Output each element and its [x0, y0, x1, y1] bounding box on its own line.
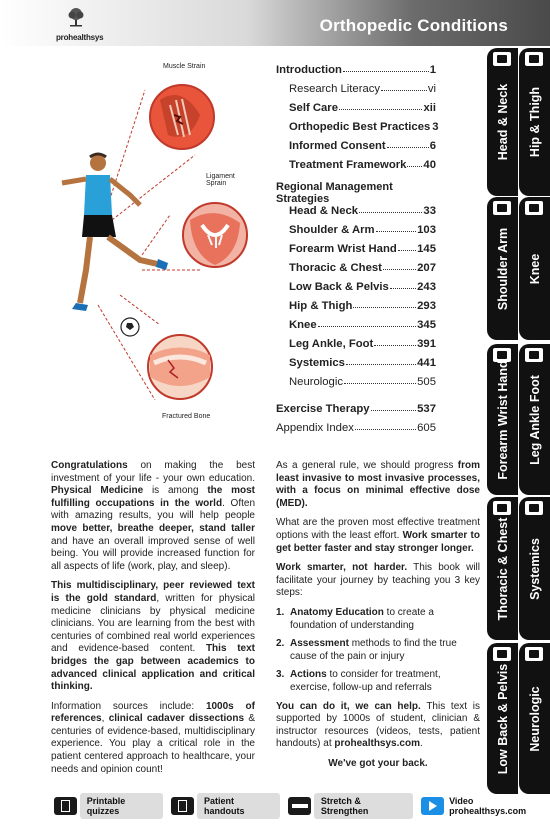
- toc-entry-page: 605: [417, 422, 436, 434]
- toc-leader-dots: [387, 147, 429, 148]
- tab-label: Head & Neck: [495, 83, 510, 161]
- toc-leader-dots: [359, 212, 422, 213]
- region-thumbnail-icon: [525, 201, 543, 215]
- text-segment: This book will facilitate your journey by teaching you 3 key steps:: [276, 562, 480, 599]
- text-segment: ,: [101, 713, 109, 725]
- text-segment: Work smarter, not harder.: [276, 562, 408, 574]
- text-segment: prohealthsys.com: [334, 738, 420, 750]
- toc-leader-dots: [343, 71, 429, 72]
- tab-systemics[interactable]: [519, 497, 550, 640]
- tab-label: Knee: [527, 253, 542, 284]
- toc-entry-page: 207: [417, 262, 436, 274]
- region-thumbnail-icon: [525, 501, 543, 515]
- tab-label: Leg Ankle Foot: [527, 374, 542, 465]
- toc-leader-dots: [398, 250, 416, 251]
- text-segment: & centuries of evidence-based, multidisciplinary experience. You play a critical role in the patient centered approach to healthcare, your needs and opinion count!: [51, 713, 256, 775]
- dumbbell-icon: [288, 797, 311, 815]
- toc-leader-dots: [318, 326, 417, 327]
- intro-paragraph-2: [51, 580, 255, 693]
- tab-head-neck[interactable]: [487, 48, 518, 196]
- text-segment: on making the best investment of your life - your own education.: [51, 460, 255, 484]
- toc-entry-page: 33: [423, 205, 436, 217]
- text-segment: What are the proven most effective treatment options with the least effort.: [276, 517, 480, 541]
- muscle-strain-circle: [150, 85, 214, 149]
- toc-entry-title: Self Care: [289, 102, 338, 114]
- toc-entry-title: Hip & Thigh: [289, 300, 353, 312]
- toc-entry-title: Knee: [289, 319, 317, 331]
- injury-illustration: [50, 55, 250, 425]
- toc-entry-page: 441: [417, 357, 436, 369]
- toc-regional-entry[interactable]: [276, 217, 436, 236]
- toc-end-section: [276, 396, 436, 434]
- toc-entry-title: Orthopedic Best Practices: [289, 121, 431, 133]
- toc-regional-entry[interactable]: [276, 312, 436, 331]
- toc-entry-title: Shoulder & Arm: [289, 224, 375, 236]
- table-of-contents: [276, 57, 439, 434]
- tab-label: Neurologic: [527, 685, 542, 752]
- toc-regional-heading: Regional Management Strategies: [276, 181, 393, 205]
- toc-intro-entry[interactable]: [276, 114, 439, 133]
- closing-line: We've got your back.: [328, 757, 428, 769]
- toc-entry-page: 103: [417, 224, 436, 236]
- region-thumbnail-icon: [493, 201, 511, 215]
- toc-entry-title: Introduction: [276, 64, 342, 76]
- toc-entry-title: Research Literacy: [289, 83, 381, 95]
- support-paragraph: [276, 701, 480, 751]
- toc-intro-entry[interactable]: [276, 95, 436, 114]
- intro-column-left: [51, 460, 255, 783]
- step-description: to consider for treatment, exercise, follow-up and referrals: [290, 669, 441, 693]
- toc-entry-page: 293: [417, 300, 436, 312]
- region-thumbnail-icon: [525, 348, 543, 362]
- page-title: Orthopedic Conditions: [319, 16, 508, 35]
- toc-regional-entry[interactable]: [276, 236, 436, 255]
- text-segment: . Often with amazing results, you will help people: [51, 497, 255, 522]
- tab-hip-thigh[interactable]: [519, 48, 550, 196]
- toc-leader-dots: [353, 307, 416, 308]
- tab-label: Low Back & Pelvis: [495, 663, 510, 774]
- toc-entry-title: Exercise Therapy: [276, 403, 370, 415]
- options-paragraph: [276, 517, 480, 555]
- list-item: [276, 669, 480, 694]
- toc-entry-title: Thoracic & Chest: [289, 262, 382, 274]
- footer-link-printable-quizzes[interactable]: [54, 797, 163, 815]
- ligament-sprain-label: Ligament Sprain: [206, 173, 235, 187]
- toc-end-entry[interactable]: [276, 415, 436, 434]
- logo-text: prohealthsys: [56, 33, 104, 42]
- footer-link-label: Patient handouts: [197, 793, 280, 819]
- toc-leader-dots: [339, 109, 422, 110]
- text-segment: Information sources include:: [51, 700, 206, 712]
- toc-leader-dots: [383, 269, 416, 270]
- toc-entry-page: vi: [427, 83, 436, 95]
- footer-link-label: Stretch & Strengthen: [314, 793, 413, 819]
- toc-intro-section: [276, 57, 439, 171]
- brand-logo: [56, 6, 104, 42]
- list-item: [276, 607, 480, 632]
- fractured-bone-label: Fractured Bone: [162, 413, 211, 420]
- text-segment: clinical cadaver dissections: [108, 713, 245, 725]
- toc-entry-page: 3: [432, 121, 439, 133]
- page-header: [0, 0, 550, 46]
- toc-entry-title: Head & Neck: [289, 205, 359, 217]
- tab-label: Forearm Wrist Hand: [495, 359, 510, 480]
- toc-entry-title: Appendix Index: [276, 422, 354, 434]
- tab-forearm-wrist-hand[interactable]: [487, 344, 518, 495]
- step-number: 1.: [276, 606, 285, 618]
- step-text: [290, 669, 480, 694]
- key-steps-list: [276, 607, 480, 695]
- toc-entry-page: 505: [417, 376, 436, 388]
- text-segment: Work smarter to get better faster and stay stronger longer.: [276, 529, 480, 554]
- toc-regional-entry[interactable]: [276, 369, 436, 388]
- toc-entry-page: 345: [417, 319, 436, 331]
- region-thumbnail-icon: [493, 647, 511, 661]
- step-description: methods to find the true cause of the pain or injury: [290, 638, 457, 662]
- toc-entry-title: Informed Consent: [289, 140, 386, 152]
- toc-entry-page: 6: [429, 140, 436, 152]
- tab-leg-ankle-foot[interactable]: [519, 344, 550, 495]
- toc-leader-dots: [344, 383, 416, 384]
- toc-entry-page: 1: [429, 64, 436, 76]
- muscle-strain-label: Muscle Strain: [163, 63, 206, 70]
- intro-column-right: [276, 460, 480, 777]
- toc-leader-dots: [346, 364, 416, 365]
- text-segment: is among: [143, 485, 208, 497]
- soccer-ball: [121, 318, 139, 336]
- toc-leader-dots: [376, 231, 417, 232]
- intro-paragraph-1: [51, 460, 255, 573]
- region-thumbnail-icon: [525, 647, 543, 661]
- tab-label: Shoulder Arm: [495, 227, 510, 310]
- resource-footer: [54, 797, 550, 815]
- footer-link-label: Printable quizzes: [80, 793, 164, 819]
- text-segment: This multidisciplinary, peer reviewed text is the gold standard: [51, 580, 255, 604]
- tab-thoracic-chest[interactable]: [487, 497, 518, 640]
- quiz-icon: [54, 797, 77, 815]
- step-heading: Anatomy Education: [290, 606, 384, 618]
- tab-label: Thoracic & Chest: [495, 517, 510, 620]
- toc-intro-entry[interactable]: [276, 57, 436, 76]
- step-text: [290, 607, 480, 632]
- steps-intro-paragraph: [276, 562, 480, 600]
- toc-entry-title: Leg Ankle, Foot: [289, 338, 374, 350]
- toc-entry-page: 40: [423, 159, 436, 171]
- text-segment: the most fulfilling occupations in the world: [51, 485, 255, 509]
- toc-entry-title: Systemics: [289, 357, 345, 369]
- handout-icon: [171, 797, 194, 815]
- toc-end-entry[interactable]: [276, 396, 436, 415]
- text-segment: This text bridges the gap between academics to advanced clinical application and critical thinking.: [51, 643, 255, 693]
- toc-intro-entry[interactable]: [276, 152, 436, 171]
- toc-entry-page: 537: [417, 403, 436, 415]
- text-segment: 1000s of references: [51, 700, 255, 725]
- intro-paragraph-3: [51, 701, 255, 777]
- toc-entry-page: 145: [417, 243, 436, 255]
- toc-leader-dots: [355, 429, 416, 430]
- tab-knee[interactable]: [519, 197, 550, 340]
- footer-link-label: Video prohealthsys.com: [449, 796, 527, 816]
- text-segment: Congratulations: [51, 460, 128, 471]
- toc-entry-title: Treatment Framework: [289, 159, 407, 171]
- soccer-player-figure: [50, 55, 250, 425]
- step-heading: Assessment: [290, 638, 349, 650]
- toc-entry-title: Neurologic: [289, 376, 344, 388]
- text-segment: This text is supported by 1000s of student, clinician & instructor resources (videos, tests, patient handouts) at: [276, 700, 481, 750]
- toc-leader-dots: [371, 410, 417, 411]
- text-segment: As a general rule, we should progress: [276, 460, 458, 471]
- toc-regional-entry[interactable]: [276, 274, 436, 293]
- toc-regional-entry[interactable]: [276, 255, 436, 274]
- text-segment: Physical Medicine: [51, 485, 144, 497]
- text-segment: , written for physical medicine clinicians by physical medicine clinicians. You are learning from the best with centuries of combined real world experiences and evidence-based content.: [51, 592, 255, 655]
- tree-logo-icon: [65, 6, 87, 28]
- toc-regional-entry[interactable]: [276, 350, 436, 369]
- toc-entry-page: xii: [423, 102, 436, 114]
- step-number: 2.: [276, 638, 285, 650]
- footer-link-stretch-strengthen[interactable]: [288, 797, 413, 815]
- player-body: [62, 154, 168, 311]
- toc-leader-dots: [390, 288, 416, 289]
- tab-label: Systemics: [527, 537, 542, 600]
- tab-shoulder-arm[interactable]: [487, 197, 518, 340]
- toc-regional-entry[interactable]: [276, 331, 436, 350]
- footer-link-video-prohealthsys-com[interactable]: [421, 797, 550, 815]
- text-segment: from least invasive to most invasive processes, with a focus on minimal effective dose (MED).: [276, 460, 480, 509]
- toc-intro-entry[interactable]: [276, 133, 436, 152]
- toc-entry-page: 391: [417, 338, 436, 350]
- fractured-bone-circle: [148, 335, 212, 399]
- toc-leader-dots: [374, 345, 416, 346]
- toc-entry-title: Forearm Wrist Hand: [289, 243, 397, 255]
- toc-leader-dots: [381, 90, 427, 91]
- toc-intro-entry[interactable]: [276, 76, 436, 95]
- toc-entry-page: 243: [417, 281, 436, 293]
- toc-regional-section: [276, 198, 436, 388]
- step-number: 3.: [276, 669, 285, 681]
- footer-link-patient-handouts[interactable]: [171, 797, 280, 815]
- step-heading: Actions: [290, 669, 327, 681]
- text-segment: You can do it, we can help.: [276, 700, 421, 712]
- toc-entry-title: Low Back & Pelvis: [289, 281, 389, 293]
- text-segment: move better, breathe deeper, stand taller: [51, 522, 255, 534]
- step-description: to create a foundation of understanding: [290, 606, 434, 631]
- text-segment: and have an overall improved sense of well being. You will provide increased function for all aspects of life (work, play, and sleep).: [51, 535, 255, 572]
- tab-neurologic[interactable]: [519, 643, 550, 794]
- video-play-icon: [421, 797, 444, 815]
- region-thumbnail-icon: [493, 501, 511, 515]
- tab-label: Hip & Thigh: [527, 86, 542, 158]
- region-thumbnail-icon: [525, 52, 543, 66]
- step-text: [290, 638, 480, 663]
- text-segment: .: [419, 738, 423, 750]
- ligament-sprain-circle: [183, 203, 247, 267]
- progress-paragraph: [276, 460, 480, 510]
- toc-leader-dots: [407, 166, 422, 167]
- region-thumbnail-icon: [493, 52, 511, 66]
- toc-regional-entry[interactable]: [276, 293, 436, 312]
- tab-low-back-pelvis[interactable]: [487, 643, 518, 794]
- list-item: [276, 638, 480, 663]
